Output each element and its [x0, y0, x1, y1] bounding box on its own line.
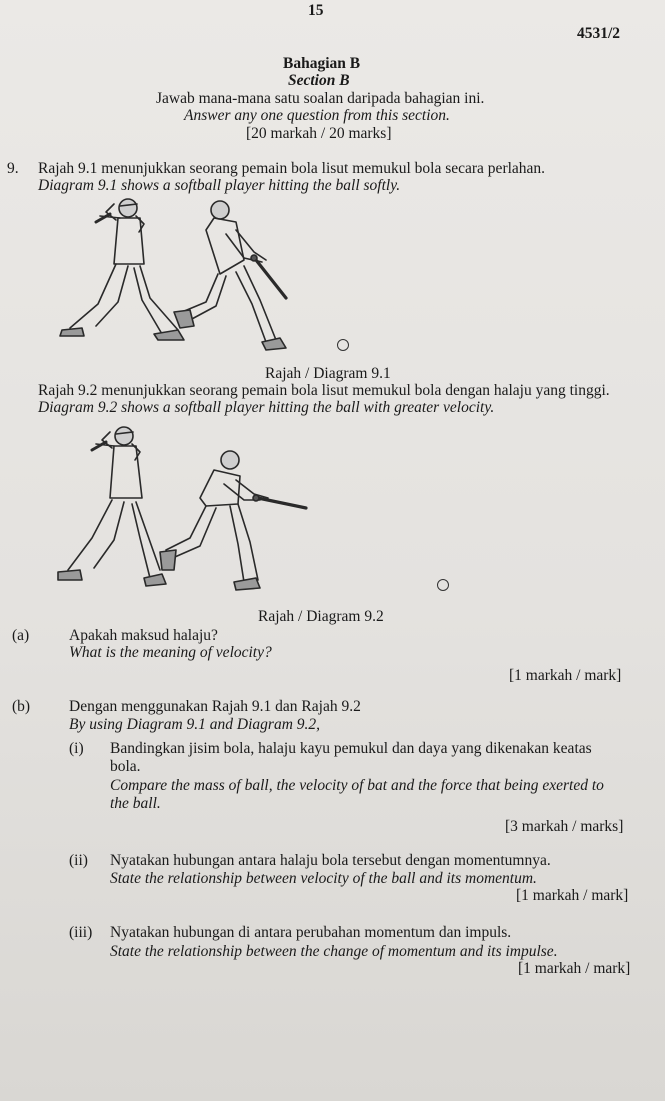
paper-code: 4531/2: [577, 25, 621, 42]
section-instruction-en: Answer any one question from this section.: [184, 107, 450, 124]
batter-swinging: [160, 451, 306, 590]
diagram1-caption: Rajah / Diagram 9.1: [265, 365, 391, 382]
ball-diagram-9-1: [337, 339, 349, 351]
diagram1-desc-bm: Rajah 9.1 menunjukkan seorang pemain bola lisut memukul bola secara perlahan.: [38, 160, 546, 177]
batter-ready-stance: [60, 199, 184, 340]
part-b-i-question-bm-1: Bandingkan jisim bola, halaju kayu pemukul dan daya yang dikenakan keatas: [110, 740, 592, 757]
part-a-question-bm: Apakah maksud halaju?: [69, 627, 218, 644]
page-number: 15: [308, 2, 324, 19]
ball-diagram-9-2: [437, 579, 449, 591]
part-b-i-question-bm-2: bola.: [110, 758, 141, 775]
part-b-iii-question-en: State the relationship between the change of momentum and its impulse.: [110, 943, 558, 960]
question-number: 9.: [7, 160, 19, 177]
part-b-label: (b): [12, 698, 31, 715]
part-b-ii-question-en: State the relationship between velocity of the ball and its momentum.: [110, 870, 537, 887]
part-b-i-question-en-2: the ball.: [110, 795, 161, 812]
diagram2-desc-bm: Rajah 9.2 menunjukkan seorang pemain bola lisut memukul bola dengan halaju yang tinggi.: [38, 382, 610, 399]
batter-swinging: [174, 201, 286, 350]
part-b-i-question-en-1: Compare the mass of ball, the velocity of bat and the force that being exerted to: [110, 777, 604, 794]
section-marks: [20 markah / 20 marks]: [246, 125, 392, 142]
section-instruction-bm: Jawab mana-mana satu soalan daripada bahagian ini.: [156, 90, 485, 107]
diagram1-desc-en: Diagram 9.1 shows a softball player hitting the ball softly.: [38, 177, 401, 194]
part-b-i-marks: [3 markah / marks]: [505, 818, 624, 835]
part-a-label: (a): [12, 627, 30, 644]
diagram2-desc-en: Diagram 9.2 shows a softball player hitting the ball with greater velocity.: [38, 399, 495, 416]
batter-ready-stance: [58, 427, 166, 586]
part-b-ii-marks: [1 markah / mark]: [516, 887, 629, 904]
part-b-i-label: (i): [69, 740, 84, 757]
part-b-instruction-en: By using Diagram 9.1 and Diagram 9.2,: [69, 716, 321, 733]
part-b-iii-question-bm: Nyatakan hubungan di antara perubahan momentum dan impuls.: [110, 924, 512, 941]
diagram-9-1-figure: [40, 194, 370, 354]
part-b-iii-marks: [1 markah / mark]: [518, 960, 631, 977]
part-a-marks: [1 markah / mark]: [509, 667, 622, 684]
part-b-instruction-bm: Dengan menggunakan Rajah 9.1 dan Rajah 9.2: [69, 698, 361, 715]
part-b-iii-label: (iii): [69, 924, 93, 941]
diagram2-caption: Rajah / Diagram 9.2: [258, 608, 384, 625]
section-title-en: Section B: [288, 72, 350, 89]
part-b-ii-question-bm: Nyatakan hubungan antara halaju bola tersebut dengan momentumnya.: [110, 852, 551, 869]
part-a-question-en: What is the meaning of velocity?: [69, 644, 272, 661]
diagram-9-2-figure: [44, 420, 344, 600]
section-title-bm: Bahagian B: [283, 55, 361, 72]
part-b-ii-label: (ii): [69, 852, 88, 869]
